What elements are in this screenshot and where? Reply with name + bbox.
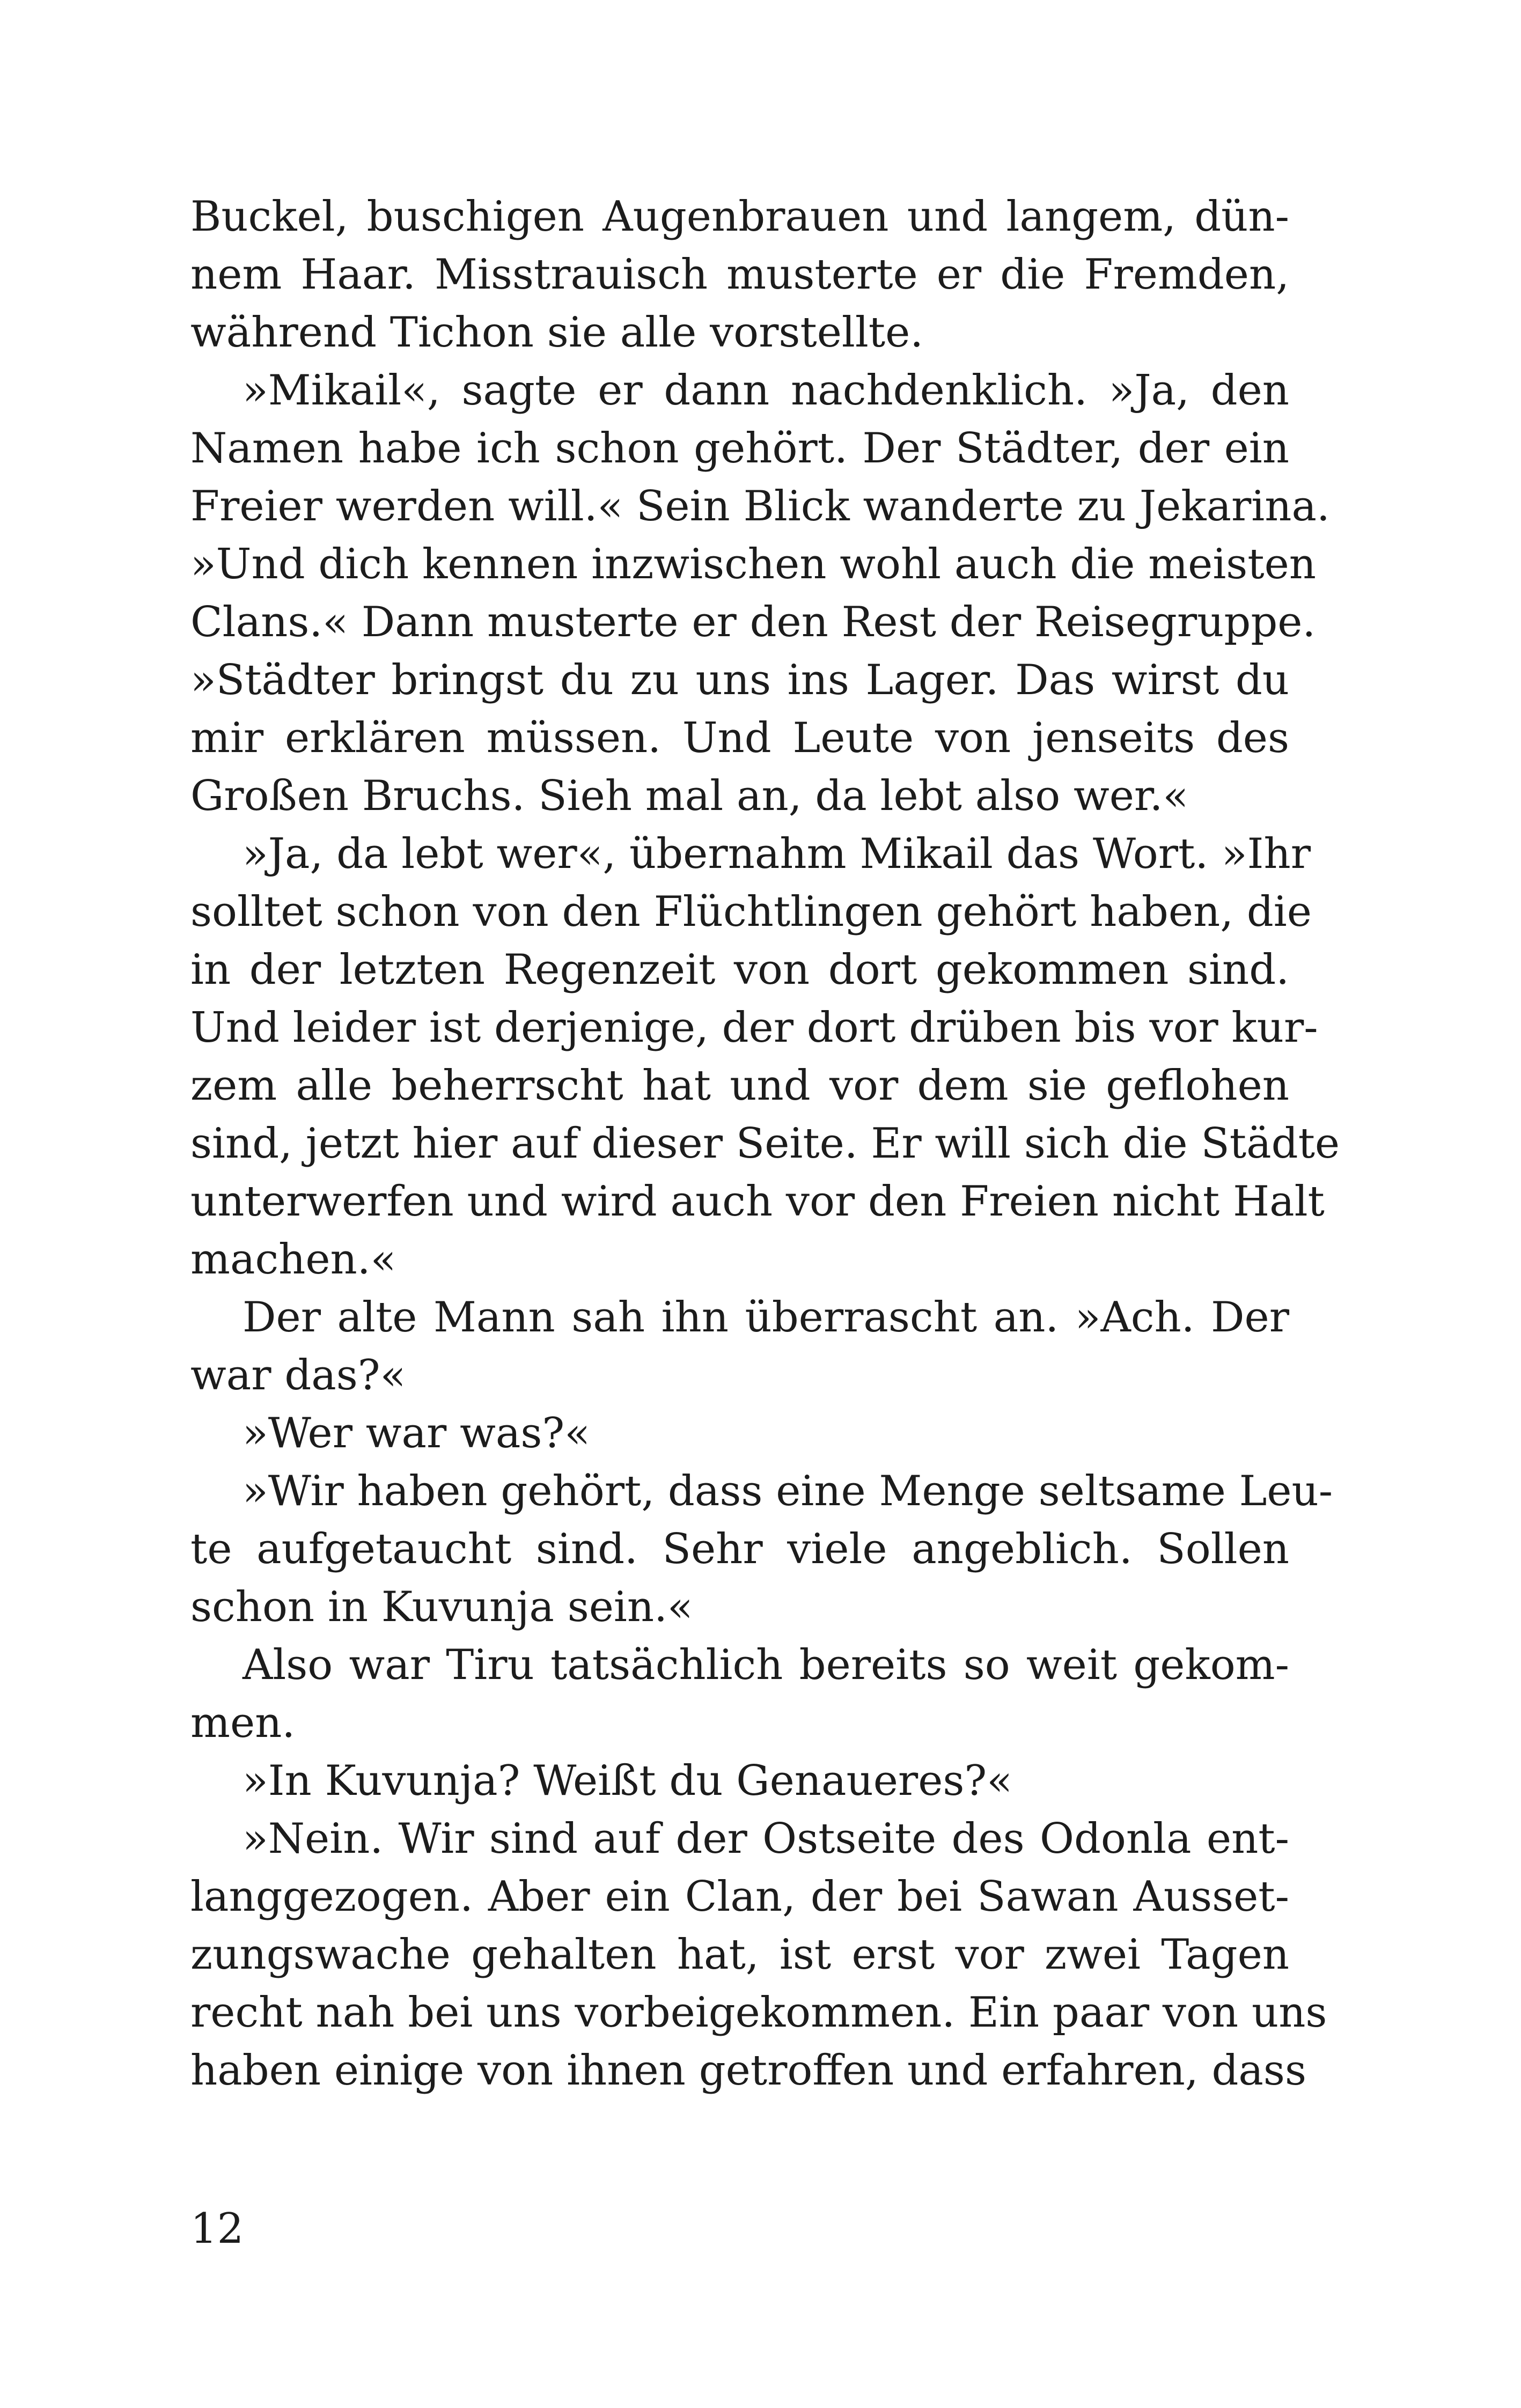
- text-line: schon in Kuvunja sein.«: [190, 1583, 693, 1631]
- text-line: »Und dich kennen inzwischen wohl auch die meisten: [190, 540, 1317, 588]
- text-line: in der letzten Regenzeit von dort gekommen sind.: [190, 946, 1289, 994]
- text-line: Großen Bruchs. Sieh mal an, da lebt also wer.«: [190, 772, 1189, 820]
- text-line: war das?«: [190, 1351, 406, 1400]
- text-line: machen.«: [190, 1235, 396, 1284]
- text-line: unterwerfen und wird auch vor den Freien nicht Halt: [190, 1177, 1325, 1226]
- text-line: »Städter bringst du zu uns ins Lager. Das wirst du: [190, 656, 1289, 704]
- text-line: nem Haar. Misstrauisch musterte er die Fremden,: [190, 251, 1289, 299]
- text-line: Der alte Mann sah ihn überrascht an. »Ach. Der: [243, 1293, 1289, 1342]
- text-line: solltet schon von den Flüchtlingen gehört haben, die: [190, 888, 1312, 936]
- text-line: te aufgetaucht sind. Sehr viele angeblich. Sollen: [190, 1525, 1289, 1573]
- page-number: 12: [190, 2205, 244, 2253]
- text-line: Und leider ist derjenige, der dort drüben bis vor kur-: [190, 1004, 1318, 1052]
- text-line: Freier werden will.« Sein Blick wanderte zu Jekarina.: [190, 482, 1330, 531]
- text-line: während Tichon sie alle vorstellte.: [190, 308, 924, 357]
- text-line: haben einige von ihnen getroffen und erfahren, dass: [190, 2046, 1306, 2095]
- text-line: »Wir haben gehört, dass eine Menge seltsame Leu-: [243, 1467, 1333, 1515]
- text-line: Buckel, buschigen Augenbrauen und langem, dün-: [190, 193, 1289, 241]
- text-line: zungswache gehalten hat, ist erst vor zwei Tagen: [190, 1931, 1289, 1979]
- text-line: »Mikail«, sagte er dann nachdenklich. »Ja, den: [243, 366, 1289, 415]
- body-text: [190, 188, 1340, 2100]
- text-line: recht nah bei uns vorbeigekommen. Ein paar von uns: [190, 1989, 1327, 2037]
- text-line: »Ja, da lebt wer«, übernahm Mikail das Wort. »Ihr: [243, 830, 1311, 878]
- text-line: Clans.« Dann musterte er den Rest der Reisegruppe.: [190, 598, 1316, 646]
- text-line: »In Kuvunja? Weißt du Genaueres?«: [243, 1757, 1012, 1805]
- text-line: »Nein. Wir sind auf der Ostseite des Odonla ent-: [243, 1815, 1289, 1863]
- text-line: mir erklären müssen. Und Leute von jenseits des: [190, 714, 1289, 762]
- text-line: »Wer war was?«: [243, 1409, 590, 1457]
- text-line: langgezogen. Aber ein Clan, der bei Sawan Ausset-: [190, 1873, 1289, 1921]
- text-line: Also war Tiru tatsächlich bereits so weit gekom-: [243, 1641, 1289, 1689]
- text-line: Namen habe ich schon gehört. Der Städter, der ein: [190, 424, 1289, 473]
- text-line: zem alle beherrscht hat und vor dem sie geflohen: [190, 1062, 1289, 1110]
- text-line: men.: [190, 1699, 296, 1747]
- text-line: sind, jetzt hier auf dieser Seite. Er will sich die Städte: [190, 1120, 1340, 1168]
